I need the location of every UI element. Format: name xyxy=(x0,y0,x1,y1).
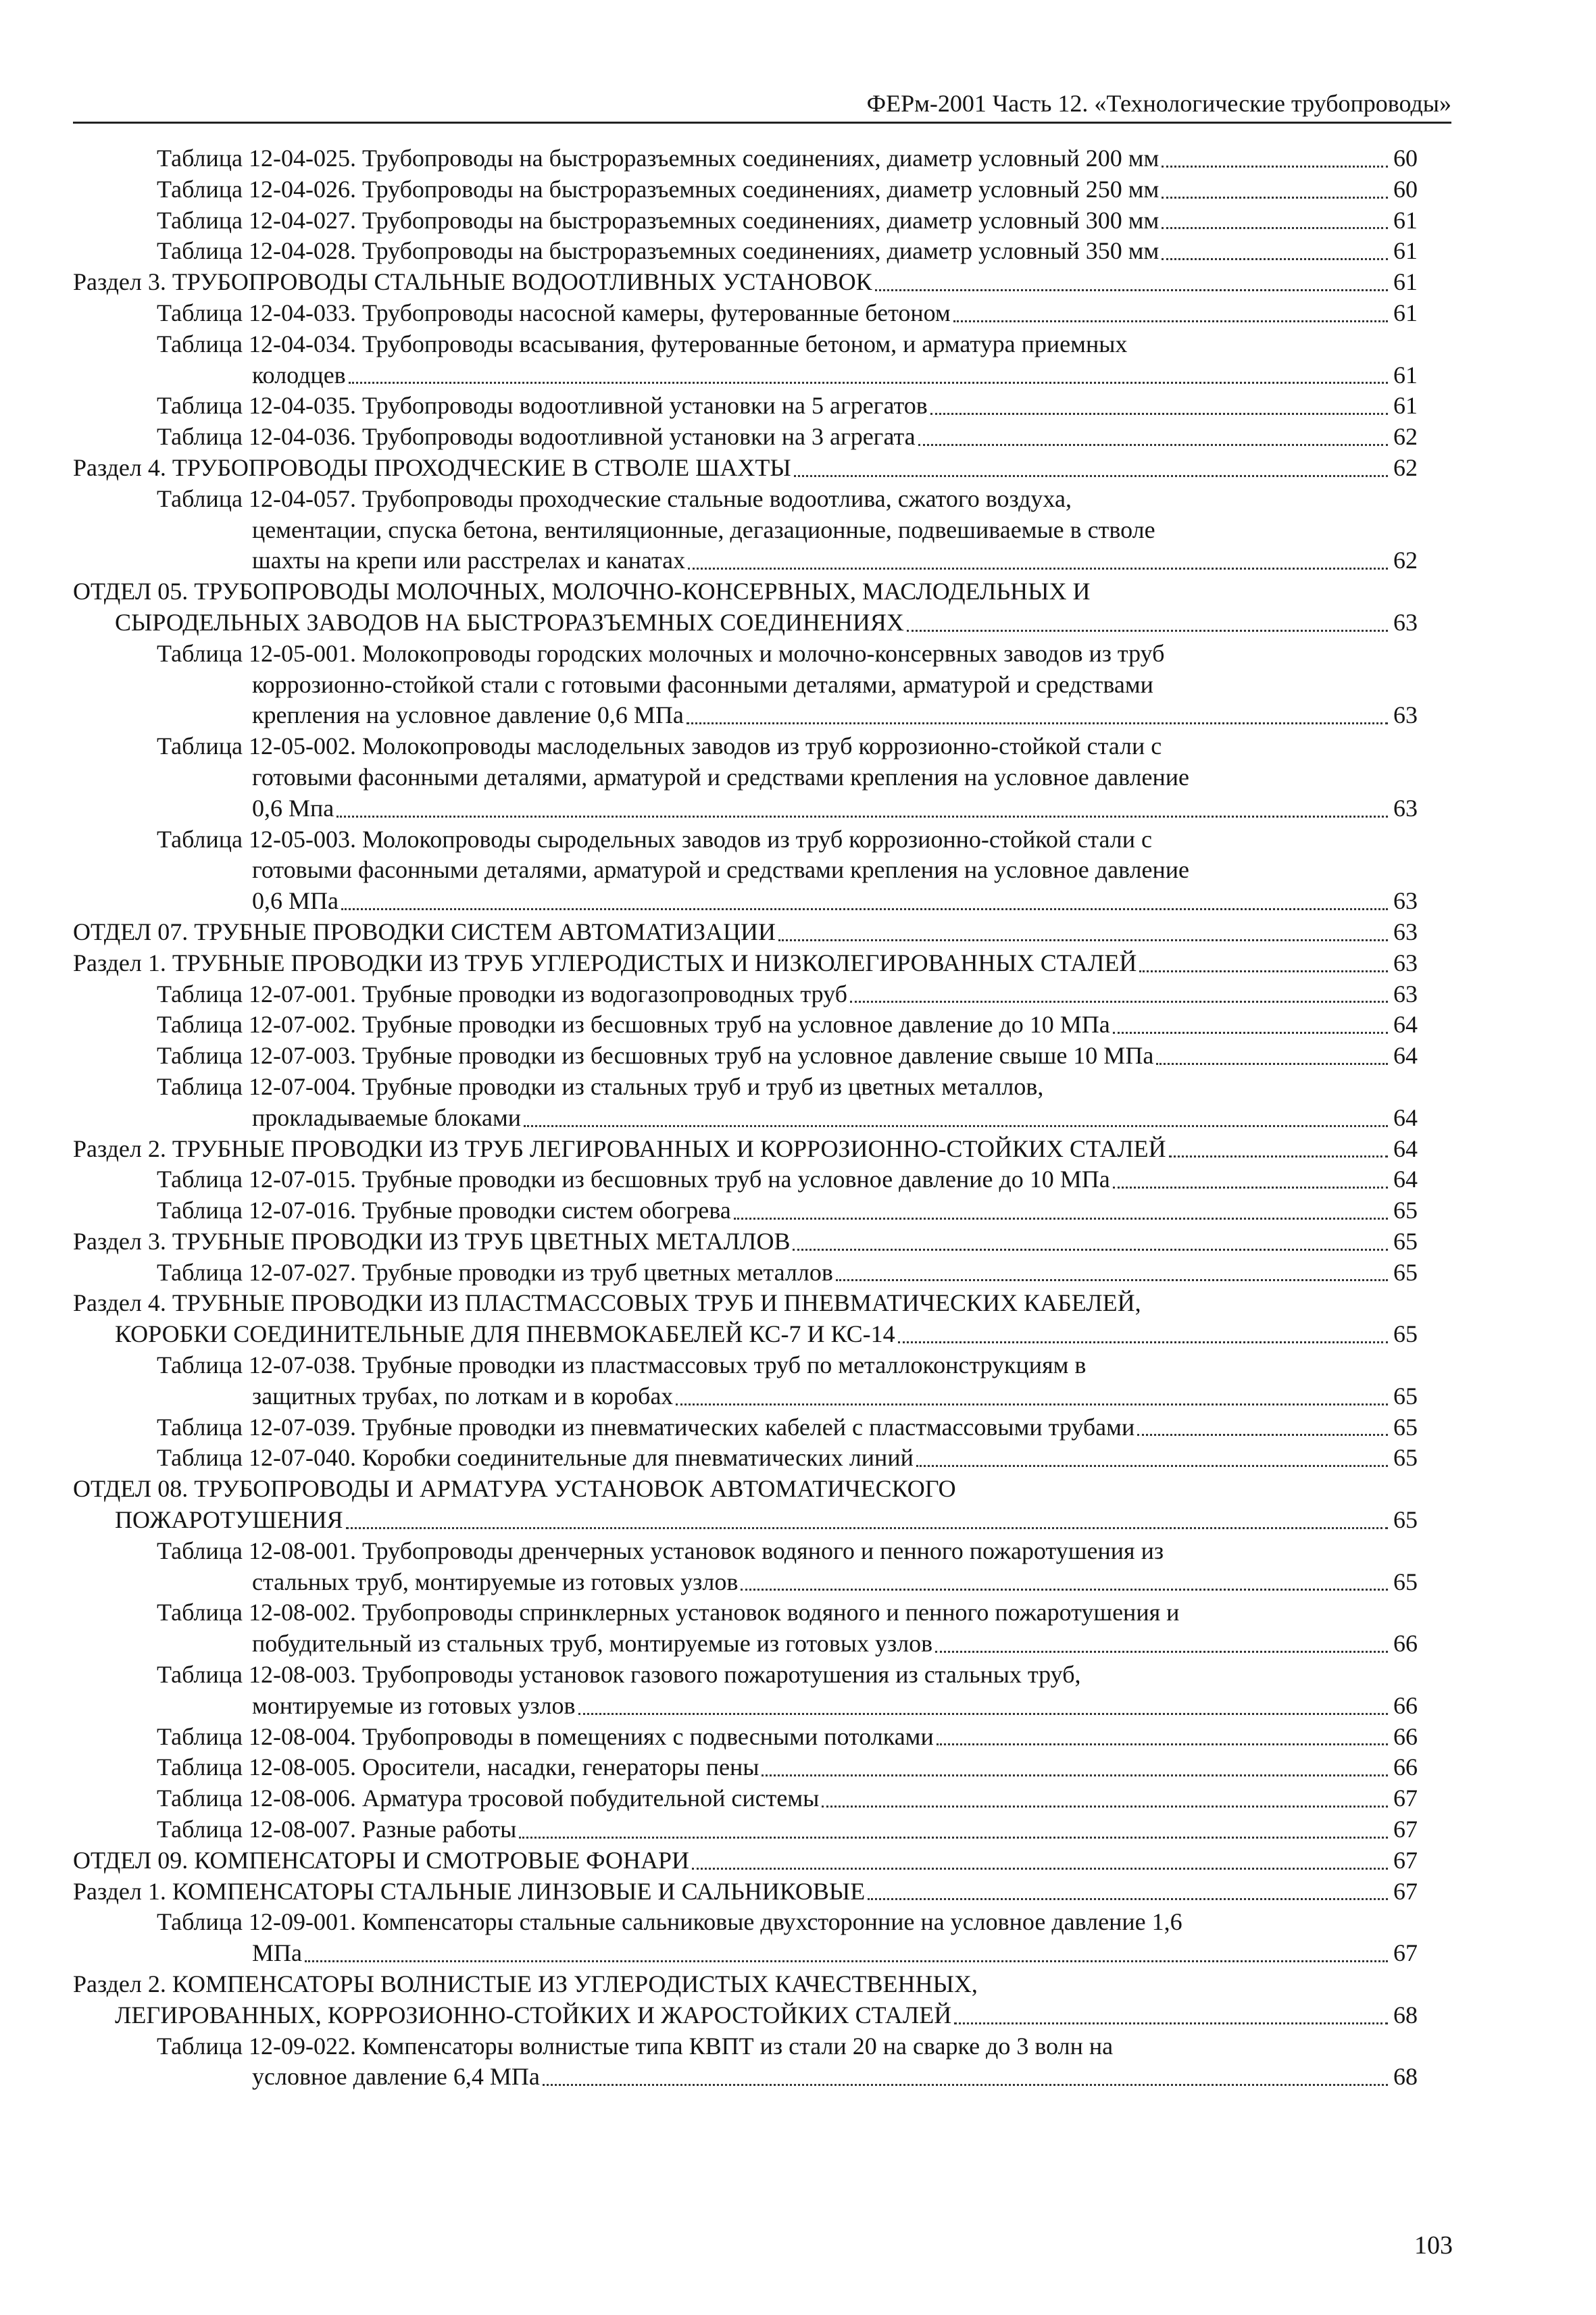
toc-entry-line: Раздел 2. КОМПЕНСАТОРЫ ВОЛНИСТЫЕ ИЗ УГЛЕРОДИСТЫХ КАЧЕСТВЕННЫХ, xyxy=(73,1970,978,1998)
dot-leader xyxy=(1156,1063,1388,1065)
toc-entry-page: 65 xyxy=(1393,1568,1418,1595)
toc-entry xyxy=(73,731,1418,824)
toc-entry-leader-line xyxy=(73,1134,1418,1165)
toc-entry-line: Таблица 12-04-034. Трубопроводы всасывания, футерованные бетоном, и арматура приемных xyxy=(157,330,1128,357)
toc-entry-title: СЫРОДЕЛЬНЫХ ЗАВОДОВ НА БЫСТРОРАЗЪЕМНЫХ СОЕДИНЕНИЯХ xyxy=(115,608,904,636)
toc-entry-title: ОТДЕЛ 07. ТРУБНЫЕ ПРОВОДКИ СИСТЕМ АВТОМАТИЗАЦИИ xyxy=(73,918,776,945)
toc-entry xyxy=(73,422,1418,453)
toc-entry-leader-line xyxy=(73,1041,1418,1072)
toc-entry-page: 65 xyxy=(1393,1382,1418,1410)
dot-leader xyxy=(543,2084,1388,2086)
dot-leader xyxy=(349,382,1388,384)
toc-entry-leader-line xyxy=(73,607,1418,639)
toc-entry xyxy=(73,1195,1418,1226)
toc-entry-title: Таблица 12-04-026. Трубопроводы на быстроразъемных соединениях, диаметр условный 250 мм xyxy=(157,175,1159,203)
toc-entry-title: Раздел 3. ТРУБНЫЕ ПРОВОДКИ ИЗ ТРУБ ЦВЕТНЫХ МЕТАЛЛОВ xyxy=(73,1227,791,1255)
dot-leader xyxy=(794,475,1388,477)
toc-entry-line: готовыми фасонными деталями, арматурой и средствами крепления на условное давление xyxy=(252,763,1190,791)
running-header xyxy=(73,88,1451,124)
toc-entry-page: 65 xyxy=(1393,1258,1418,1286)
toc-entry-page: 64 xyxy=(1393,1011,1418,1039)
toc-entry xyxy=(73,453,1418,484)
toc-entry-title: КОРОБКИ СОЕДИНИТЕЛЬНЫЕ ДЛЯ ПНЕВМОКАБЕЛЕЙ КС-7 И КС-14 xyxy=(115,1320,895,1348)
toc-entry-title: Раздел 1. КОМПЕНСАТОРЫ СТАЛЬНЫЕ ЛИНЗОВЫЕ И САЛЬНИКОВЫЕ xyxy=(73,1877,866,1905)
toc-entry-leader-line xyxy=(73,1783,1418,1814)
toc-entry-title: Таблица 12-07-015. Трубные проводки из бесшовных труб на условное давление до 10 МПа xyxy=(157,1166,1110,1193)
toc-entry-title: Таблица 12-07-001. Трубные проводки из водогазопроводных труб xyxy=(157,980,847,1007)
toc-entry-leader-line xyxy=(73,948,1418,979)
toc-entry-title: Таблица 12-07-002. Трубные проводки из бесшовных труб на условное давление до 10 МПа xyxy=(157,1011,1110,1039)
toc-entry-line: Таблица 12-07-004. Трубные проводки из стальных труб и труб из цветных металлов, xyxy=(157,1072,1044,1100)
running-header-title: ФЕРм-2001 Часть 12. «Технологические трубопроводы» xyxy=(866,90,1451,117)
toc-entry xyxy=(73,1660,1418,1722)
dot-leader xyxy=(346,1527,1388,1529)
toc-entry-page: 67 xyxy=(1393,1939,1418,1967)
toc-entry-leader-line xyxy=(73,360,1418,391)
toc-entry-leader-line xyxy=(73,236,1418,267)
toc-entry-page: 67 xyxy=(1393,1877,1418,1905)
toc-entry xyxy=(73,1288,1418,1350)
toc-entry-leader-line xyxy=(73,1691,1418,1722)
toc-entry xyxy=(73,1226,1418,1258)
dot-leader xyxy=(953,320,1388,322)
toc-entry-leader-line xyxy=(73,700,1418,731)
toc-entry xyxy=(73,576,1418,639)
toc-entry-page: 61 xyxy=(1393,299,1418,326)
toc-entry-leader-line xyxy=(73,1814,1418,1845)
toc-entry xyxy=(73,329,1418,391)
toc-entry xyxy=(73,1783,1418,1814)
toc-entry-title: Таблица 12-08-007. Разные работы xyxy=(157,1816,517,1843)
toc-entry xyxy=(73,639,1418,731)
toc-entry xyxy=(73,1443,1418,1474)
dot-leader xyxy=(918,444,1388,446)
dot-leader xyxy=(688,568,1388,570)
toc-entry-leader-line xyxy=(73,886,1418,917)
toc-entry-page: 65 xyxy=(1393,1444,1418,1472)
dot-leader xyxy=(687,722,1388,724)
dot-leader xyxy=(875,289,1388,291)
toc-entry-line: Раздел 4. ТРУБНЫЕ ПРОВОДКИ ИЗ ПЛАСТМАССОВЫХ ТРУБ И ПНЕВМАТИЧЕСКИХ КАБЕЛЕЙ, xyxy=(73,1289,1141,1317)
dot-leader xyxy=(305,1960,1388,1962)
toc-entry-page: 63 xyxy=(1393,887,1418,915)
toc-entry-title: монтируемые из готовых узлов xyxy=(252,1691,576,1719)
toc-entry-leader-line xyxy=(73,1103,1418,1134)
toc-entry-page: 61 xyxy=(1393,206,1418,234)
dot-leader xyxy=(1169,1155,1388,1158)
toc-entry-leader-line xyxy=(73,1938,1418,1969)
toc-entry xyxy=(73,2031,1418,2093)
toc-entry-leader-line xyxy=(73,1505,1418,1536)
toc-entry-page: 65 xyxy=(1393,1506,1418,1534)
toc-entry-leader-line xyxy=(73,1195,1418,1226)
toc-entry-title: МПа xyxy=(252,1939,302,1967)
toc-entry-title: Раздел 2. ТРУБНЫЕ ПРОВОДКИ ИЗ ТРУБ ЛЕГИРОВАННЫХ И КОРРОЗИОННО-СТОЙКИХ СТАЛЕЙ xyxy=(73,1135,1166,1162)
toc-entry xyxy=(73,1010,1418,1041)
toc-entry-leader-line xyxy=(73,1381,1418,1412)
toc-entry xyxy=(73,1350,1418,1412)
toc-entry-leader-line xyxy=(73,1722,1418,1753)
toc-entry-line: ОТДЕЛ 05. ТРУБОПРОВОДЫ МОЛОЧНЫХ, МОЛОЧНО-КОНСЕРВНЫХ, МАСЛОДЕЛЬНЫХ И xyxy=(73,578,1091,605)
toc-entry-title: защитных трубах, по лоткам и в коробах xyxy=(252,1382,674,1410)
toc-entry-title: ЛЕГИРОВАННЫХ, КОРРОЗИОННО-СТОЙКИХ И ЖАРОСТОЙКИХ СТАЛЕЙ xyxy=(115,2001,952,2028)
toc-entry-page: 60 xyxy=(1393,175,1418,203)
dot-leader xyxy=(778,939,1388,941)
toc-entry xyxy=(73,948,1418,979)
toc-entry-title: Таблица 12-07-040. Коробки соединительные для пневматических линий xyxy=(157,1444,914,1472)
toc-entry xyxy=(73,1752,1418,1783)
toc-entry-line: Таблица 12-08-002. Трубопроводы спринклерных установок водяного и пенного пожаротушения и xyxy=(157,1599,1180,1626)
toc-entry-page: 61 xyxy=(1393,361,1418,389)
toc-entry-leader-line xyxy=(73,1876,1418,1908)
toc-entry xyxy=(73,1907,1418,1969)
dot-leader xyxy=(1162,227,1388,229)
dot-leader xyxy=(1113,1032,1388,1034)
toc-entry-leader-line xyxy=(73,1752,1418,1783)
toc-entry xyxy=(73,1258,1418,1289)
toc-entry-title: Таблица 12-04-033. Трубопроводы насосной камеры, футерованные бетоном xyxy=(157,299,951,326)
toc-entry xyxy=(73,1876,1418,1908)
dot-leader xyxy=(916,1465,1388,1467)
toc-entry-page: 64 xyxy=(1393,1166,1418,1193)
toc-entry xyxy=(73,236,1418,267)
toc-entry-leader-line xyxy=(73,1226,1418,1258)
toc-entry-leader-line xyxy=(73,917,1418,948)
dot-leader xyxy=(1139,970,1388,972)
toc-entry-page: 66 xyxy=(1393,1722,1418,1750)
toc-entry xyxy=(73,1412,1418,1443)
toc-entry-title: Таблица 12-04-035. Трубопроводы водоотливной установки на 5 агрегатов xyxy=(157,392,928,420)
toc-entry-title: Таблица 12-07-039. Трубные проводки из пневматических кабелей с пластмассовыми трубами xyxy=(157,1413,1135,1441)
toc-entry-title: Таблица 12-08-005. Оросители, насадки, генераторы пены xyxy=(157,1753,759,1781)
toc-entry-leader-line xyxy=(73,1319,1418,1350)
toc-entry xyxy=(73,1722,1418,1753)
toc-entry xyxy=(73,205,1418,237)
toc-entry-title: шахты на крепи или расстрелах и канатах xyxy=(252,547,686,574)
toc-entry-title: Таблица 12-07-027. Трубные проводки из труб цветных металлов xyxy=(157,1258,833,1286)
toc-entry-title: Таблица 12-04-036. Трубопроводы водоотливной установки на 3 агрегата xyxy=(157,423,916,451)
toc-entry xyxy=(73,1814,1418,1845)
toc-entry-page: 61 xyxy=(1393,237,1418,265)
toc-entry-page: 60 xyxy=(1393,145,1418,172)
toc-entry-line: Таблица 12-08-001. Трубопроводы дренчерных установок водяного и пенного пожаротушения из xyxy=(157,1537,1164,1564)
toc-entry-page: 61 xyxy=(1393,268,1418,296)
toc-entry xyxy=(73,1072,1418,1134)
toc-entry-title: Таблица 12-04-028. Трубопроводы на быстроразъемных соединениях, диаметр условный 350 мм xyxy=(157,237,1159,265)
toc-entry-page: 62 xyxy=(1393,423,1418,451)
toc-entry xyxy=(73,298,1418,329)
toc-entry-title: 0,6 МПа xyxy=(252,887,339,915)
dot-leader xyxy=(692,1868,1388,1870)
toc-entry-leader-line xyxy=(73,143,1418,174)
dot-leader xyxy=(336,816,1388,818)
toc-entry-leader-line xyxy=(73,1567,1418,1598)
toc-entry-line: готовыми фасонными деталями, арматурой и средствами крепления на условное давление xyxy=(252,856,1190,884)
toc-entry-leader-line xyxy=(73,267,1418,298)
toc-entry-leader-line xyxy=(73,1628,1418,1660)
toc-entry-title: прокладываемые блоками xyxy=(252,1103,521,1131)
toc-entry-title: колодцев xyxy=(252,361,346,389)
dot-leader xyxy=(741,1589,1388,1591)
toc-entry xyxy=(73,174,1418,205)
toc-entry-page: 67 xyxy=(1393,1846,1418,1874)
toc-entry-page: 66 xyxy=(1393,1630,1418,1658)
toc-entry-leader-line xyxy=(73,453,1418,484)
toc-entry-title: Таблица 12-08-006. Арматура тросовой побудительной системы xyxy=(157,1785,820,1812)
dot-leader xyxy=(954,2022,1388,2024)
toc-entry-page: 67 xyxy=(1393,1785,1418,1812)
toc-entry-page: 68 xyxy=(1393,2001,1418,2028)
toc-entry-line: Таблица 12-04-057. Трубопроводы проходческие стальные водоотлива, сжатого воздуха, xyxy=(157,484,1072,512)
toc-entry xyxy=(73,1164,1418,1195)
toc-entry-page: 63 xyxy=(1393,794,1418,822)
toc-entry xyxy=(73,1845,1418,1876)
toc-entry-line: Таблица 12-07-038. Трубные проводки из пластмассовых труб по металлоконструкциям в xyxy=(157,1351,1087,1379)
toc-entry-leader-line xyxy=(73,1164,1418,1195)
toc-entry-leader-line xyxy=(73,2062,1418,2093)
toc-entry xyxy=(73,824,1418,917)
dot-leader xyxy=(898,1341,1388,1343)
toc-entry-title: Таблица 12-04-025. Трубопроводы на быстроразъемных соединениях, диаметр условный 200 мм xyxy=(157,145,1159,172)
page-number: 103 xyxy=(1414,2231,1453,2260)
toc-entry-title: Таблица 12-07-003. Трубные проводки из бесшовных труб на условное давление свыше 10 МПа xyxy=(157,1042,1154,1070)
toc-entry xyxy=(73,1134,1418,1165)
dot-leader xyxy=(937,1743,1388,1745)
toc-entry-leader-line xyxy=(73,205,1418,237)
dot-leader xyxy=(1162,197,1388,199)
toc-entry xyxy=(73,979,1418,1010)
toc-entry-page: 63 xyxy=(1393,608,1418,636)
dot-leader xyxy=(836,1279,1388,1281)
dot-leader xyxy=(676,1403,1388,1405)
toc-entry xyxy=(73,484,1418,576)
toc-entry xyxy=(73,1474,1418,1536)
toc-entry-page: 64 xyxy=(1393,1103,1418,1131)
toc-entry-leader-line xyxy=(73,174,1418,205)
dot-leader xyxy=(524,1125,1388,1127)
toc-entry-page: 65 xyxy=(1393,1413,1418,1441)
dot-leader xyxy=(734,1218,1388,1220)
toc-entry-title: ПОЖАРОТУШЕНИЯ xyxy=(115,1506,343,1534)
toc-entry-line: ОТДЕЛ 08. ТРУБОПРОВОДЫ И АРМАТУРА УСТАНОВОК АВТОМАТИЧЕСКОГО xyxy=(73,1475,956,1503)
toc-entry-title: Таблица 12-08-004. Трубопроводы в помещениях с подвесными потолками xyxy=(157,1722,934,1750)
dot-leader xyxy=(1162,258,1388,260)
toc-entry-leader-line xyxy=(73,2000,1418,2031)
dot-leader xyxy=(793,1249,1388,1251)
dot-leader xyxy=(907,630,1388,632)
toc-entry-line: коррозионно-стойкой стали с готовыми фасонными деталями, арматурой и средствами xyxy=(252,670,1153,698)
toc-entry-leader-line xyxy=(73,1443,1418,1474)
toc-entry-line: цементации, спуска бетона, вентиляционные, дегазационные, подвешиваемые в стволе xyxy=(252,516,1155,543)
toc-entry-line: Таблица 12-09-001. Компенсаторы стальные сальниковые двухсторонние на условное давление 1,6 xyxy=(157,1908,1182,1936)
toc-entry xyxy=(73,1041,1418,1072)
toc-entry-title: побудительный из стальных труб, монтируемые из готовых узлов xyxy=(252,1630,933,1658)
toc-entry-page: 65 xyxy=(1393,1320,1418,1348)
dot-leader xyxy=(1113,1187,1388,1189)
toc-entry-page: 66 xyxy=(1393,1753,1418,1781)
toc-entry-title: 0,6 Мпа xyxy=(252,794,334,822)
dot-leader xyxy=(930,413,1388,415)
toc-entry-page: 62 xyxy=(1393,453,1418,481)
table-of-contents xyxy=(73,143,1418,2093)
toc-entry-title: условное давление 6,4 МПа xyxy=(252,2063,540,2091)
toc-entry-line: Таблица 12-05-001. Молокопроводы городских молочных и молочно-консервных заводов из труб xyxy=(157,639,1165,667)
dot-leader xyxy=(519,1837,1388,1839)
toc-entry-leader-line xyxy=(73,1010,1418,1041)
toc-entry-page: 61 xyxy=(1393,392,1418,420)
toc-entry-page: 62 xyxy=(1393,547,1418,574)
toc-entry xyxy=(73,143,1418,174)
toc-entry-title: Таблица 12-04-027. Трубопроводы на быстроразъемных соединениях, диаметр условный 300 мм xyxy=(157,206,1159,234)
toc-entry-leader-line xyxy=(73,793,1418,824)
toc-entry-page: 64 xyxy=(1393,1135,1418,1162)
toc-entry-leader-line xyxy=(73,1845,1418,1876)
toc-entry xyxy=(73,917,1418,948)
dot-leader xyxy=(762,1774,1388,1776)
dot-leader xyxy=(1137,1434,1388,1436)
toc-entry xyxy=(73,1969,1418,2031)
dot-leader xyxy=(935,1651,1388,1653)
toc-entry-page: 65 xyxy=(1393,1227,1418,1255)
dot-leader xyxy=(578,1713,1388,1715)
toc-entry-page: 63 xyxy=(1393,701,1418,729)
dot-leader xyxy=(341,908,1388,910)
toc-entry-line: Таблица 12-08-003. Трубопроводы установок газового пожаротушения из стальных труб, xyxy=(157,1661,1081,1689)
toc-entry-leader-line xyxy=(73,298,1418,329)
toc-entry-leader-line xyxy=(73,545,1418,576)
toc-entry-leader-line xyxy=(73,1258,1418,1289)
dot-leader xyxy=(822,1806,1388,1808)
toc-entry-page: 63 xyxy=(1393,949,1418,976)
dot-leader xyxy=(868,1898,1388,1900)
dot-leader xyxy=(850,1001,1388,1003)
toc-entry xyxy=(73,1536,1418,1598)
toc-entry-page: 63 xyxy=(1393,918,1418,945)
toc-entry-title: Раздел 4. ТРУБОПРОВОДЫ ПРОХОДЧЕСКИЕ В СТВОЛЕ ШАХТЫ xyxy=(73,453,791,481)
toc-entry-title: Раздел 3. ТРУБОПРОВОДЫ СТАЛЬНЫЕ ВОДООТЛИВНЫХ УСТАНОВОК xyxy=(73,268,872,296)
toc-entry-page: 67 xyxy=(1393,1816,1418,1843)
toc-entry-line: Таблица 12-05-003. Молокопроводы сыродельных заводов из труб коррозионно-стойкой стали с xyxy=(157,825,1152,853)
toc-entry xyxy=(73,267,1418,298)
toc-entry xyxy=(73,391,1418,422)
toc-entry-line: Таблица 12-05-002. Молокопроводы маслодельных заводов из труб коррозионно-стойкой стали с xyxy=(157,732,1162,760)
toc-entry-title: Таблица 12-07-016. Трубные проводки систем обогрева xyxy=(157,1197,731,1224)
toc-entry-title: крепления на условное давление 0,6 МПа xyxy=(252,701,684,729)
toc-entry-page: 65 xyxy=(1393,1197,1418,1224)
toc-entry-title: стальных труб, монтируемые из готовых узлов xyxy=(252,1568,739,1595)
toc-entry-leader-line xyxy=(73,422,1418,453)
dot-leader xyxy=(1162,166,1388,168)
toc-entry-page: 66 xyxy=(1393,1691,1418,1719)
toc-entry-title: Раздел 1. ТРУБНЫЕ ПРОВОДКИ ИЗ ТРУБ УГЛЕРОДИСТЫХ И НИЗКОЛЕГИРОВАННЫХ СТАЛЕЙ xyxy=(73,949,1137,976)
toc-entry xyxy=(73,1597,1418,1660)
toc-entry-leader-line xyxy=(73,979,1418,1010)
toc-entry-title: ОТДЕЛ 09. КОМПЕНСАТОРЫ И СМОТРОВЫЕ ФОНАРИ xyxy=(73,1846,690,1874)
toc-entry-page: 63 xyxy=(1393,980,1418,1007)
toc-entry-leader-line xyxy=(73,391,1418,422)
toc-entry-page: 64 xyxy=(1393,1042,1418,1070)
toc-entry-leader-line xyxy=(73,1412,1418,1443)
toc-entry-line: Таблица 12-09-022. Компенсаторы волнистые типа КВПТ из стали 20 на сварке до 3 волн на xyxy=(157,2032,1114,2060)
toc-entry-page: 68 xyxy=(1393,2063,1418,2091)
